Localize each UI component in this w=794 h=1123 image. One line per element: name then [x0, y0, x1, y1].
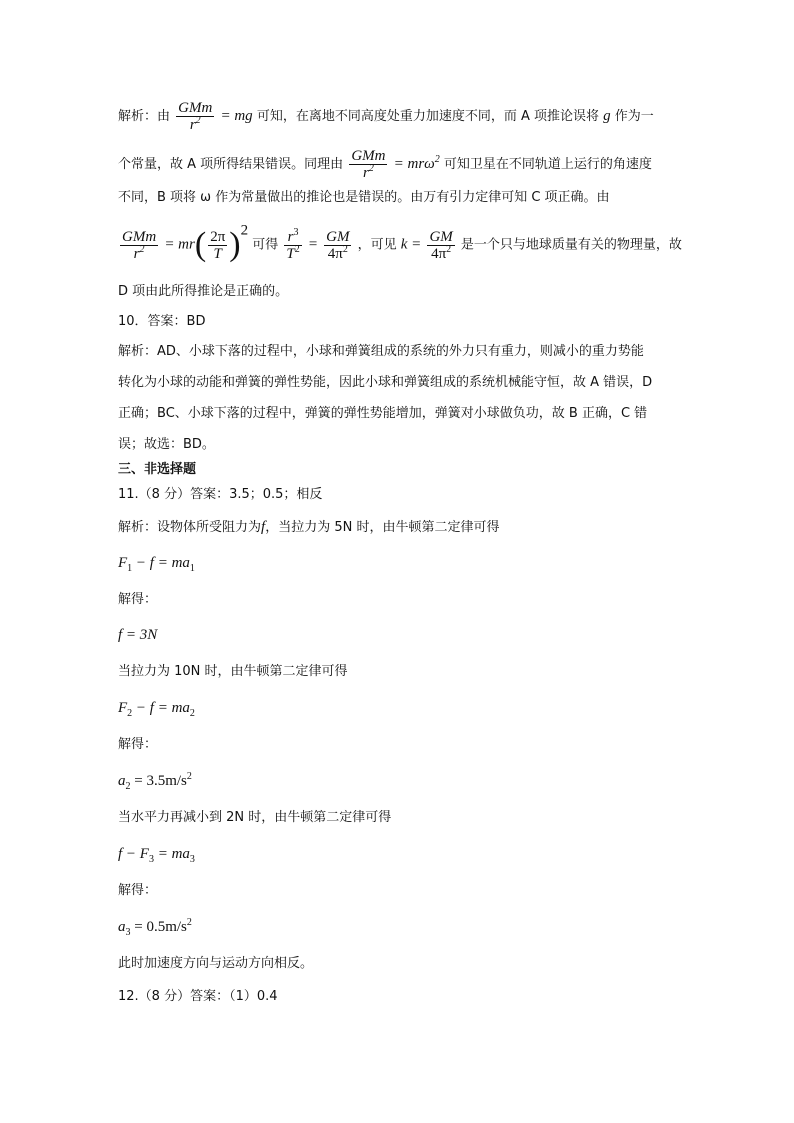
text: 11.（8 分）答案：3.5；0.5；相反	[118, 487, 323, 502]
exp: 2	[368, 163, 374, 174]
text: 当拉力为 10N 时，由牛顿第二定律可得	[118, 664, 348, 679]
numerator	[284, 226, 301, 245]
text: 可得	[252, 237, 279, 253]
numerator: 2π	[210, 228, 226, 245]
answer-11	[118, 485, 322, 505]
exp: 2	[240, 222, 249, 239]
exp: 2	[294, 243, 300, 255]
text: 12.（8 分）答案：（1）0.4	[118, 989, 278, 1004]
text: 正确；BC、小球下落的过程中，弹簧的弹性势能增加，弹簧对小球做负功，故 B 正确，C 错	[118, 406, 648, 421]
text-line-23	[118, 881, 157, 901]
text-line-17	[118, 662, 348, 682]
equation-3	[118, 844, 195, 864]
T: T	[286, 245, 295, 262]
math-mrw2	[394, 156, 440, 172]
numerator: GMm	[351, 148, 386, 164]
exp: 2	[139, 243, 145, 255]
fraction-gmm-r2	[349, 148, 387, 181]
text-line-9	[118, 404, 647, 424]
fourpi: 4π	[431, 245, 447, 262]
text-line-3	[118, 188, 610, 208]
r: r	[362, 165, 369, 181]
text-line-25	[118, 954, 313, 974]
section-heading	[118, 460, 196, 480]
a: a	[118, 773, 126, 789]
text: 转化为小球的动能和弹簧的弹性势能，因此小球和弹簧组成的系统机械能守恒，故 A 错误，D	[118, 375, 653, 390]
text: 个常量，故 A 项所得结果错误。同理由	[118, 157, 344, 172]
answer-10	[118, 312, 205, 332]
text: 作为一	[614, 109, 654, 124]
equation-2	[118, 698, 195, 718]
numerator: GMm	[122, 228, 157, 245]
denominator	[427, 245, 454, 262]
value: = 3.5m/s	[130, 773, 187, 789]
text: 误；故选：BD。	[118, 437, 215, 452]
exp: 2	[434, 154, 440, 165]
right-paren: )	[229, 226, 241, 263]
text: 解得：	[118, 883, 158, 898]
result: f = 3N	[118, 627, 158, 643]
text-line-15	[118, 590, 157, 610]
equation-1	[118, 553, 195, 573]
sub: 3	[189, 854, 195, 865]
denominator	[284, 245, 301, 262]
text: 解得：	[118, 592, 158, 607]
r: r	[133, 245, 140, 262]
math-equals: =	[307, 236, 318, 253]
F: F	[118, 700, 128, 716]
sub: 1	[189, 563, 195, 574]
text: 可知，在离地不同高度处重力加速度不同，而 A 项推论误将	[256, 109, 599, 124]
text-line-4	[118, 222, 682, 263]
exp: 2	[446, 243, 452, 255]
sub: 1	[127, 563, 133, 574]
denominator: T	[208, 245, 227, 262]
text-line-8	[118, 373, 652, 393]
exp: 2	[186, 771, 192, 782]
sub: 2	[189, 708, 195, 719]
rhs: = ma	[153, 846, 190, 862]
rhs: − f = ma	[132, 555, 190, 571]
text: 当水平力再减小到 2N 时，由牛顿第二定律可得	[118, 810, 392, 825]
fourpi: 4π	[327, 245, 343, 262]
text: 不同，B 项将 ω 作为常量做出的推论也是错误的。由万有引力定律可知 C 项正确。由	[118, 190, 610, 205]
exp: 3	[293, 226, 299, 238]
exp: 2	[195, 115, 201, 126]
a: a	[118, 919, 126, 935]
text: 解析：AD、小球下落的过程中，小球和弹簧组成的系统的外力只有重力，则减小的重力势能	[118, 344, 644, 359]
text: 解得：	[118, 737, 158, 752]
text-line-21	[118, 808, 391, 828]
denominator	[324, 245, 351, 262]
r: r	[287, 228, 294, 245]
fraction-gmm-r2	[176, 100, 214, 133]
equation-a3	[118, 917, 192, 937]
math-g: g	[603, 108, 611, 124]
text-line-13	[118, 517, 499, 538]
heading: 三、非选择题	[118, 462, 197, 477]
answer-12	[118, 987, 278, 1007]
lhs: f − F	[118, 846, 149, 862]
F: F	[118, 555, 128, 571]
text-line-10	[118, 435, 215, 455]
exp: 2	[186, 917, 192, 928]
value: = 0.5m/s	[130, 919, 187, 935]
fraction-gm-4pi2	[324, 229, 351, 262]
text-line-5	[118, 282, 288, 302]
text-line-1	[118, 100, 654, 133]
text-line-19	[118, 735, 157, 755]
text: ，当拉力为 5N 时，由牛顿第二定律可得	[265, 520, 500, 535]
math-f: f	[261, 519, 266, 535]
text: 可知卫星在不同轨道上运行的角速度	[443, 157, 652, 172]
text-line-7	[118, 342, 644, 362]
fraction-2pi-T	[208, 229, 227, 262]
r: r	[189, 117, 196, 133]
numerator: GM	[326, 228, 350, 245]
sub: 2	[125, 781, 131, 792]
numerator: GM	[429, 228, 453, 245]
denominator	[120, 245, 158, 262]
denominator	[349, 164, 387, 181]
text: 是一个只与地球质量有关的物理量，故	[460, 237, 682, 253]
fraction-gm-4pi2	[427, 229, 454, 262]
text: ，可见	[357, 237, 397, 253]
mrw: = mrω	[393, 156, 435, 172]
sub: 2	[127, 708, 133, 719]
equation-f	[118, 625, 157, 645]
sub: 3	[125, 927, 131, 938]
math-mr: = mr	[164, 236, 195, 253]
text: 此时加速度方向与运动方向相反。	[118, 956, 314, 971]
text: D 项由此所得推论是正确的。	[118, 284, 289, 299]
text-line-2	[118, 148, 652, 181]
text: 解析：设物体所受阻力为	[118, 520, 262, 535]
sub: 3	[148, 854, 154, 865]
numerator: GMm	[178, 100, 213, 116]
denominator	[176, 116, 214, 133]
rhs: − f = ma	[132, 700, 190, 716]
text: 10．答案：BD	[118, 314, 206, 329]
fraction-r3-T2	[284, 226, 301, 262]
math-mg: = mg	[220, 108, 253, 124]
exp: 2	[342, 243, 348, 255]
fraction-gmm-r2	[120, 229, 158, 262]
math-k: k =	[400, 236, 422, 253]
equation-a2	[118, 771, 192, 791]
left-paren: (	[194, 226, 207, 263]
text: 解析：由	[118, 109, 171, 124]
